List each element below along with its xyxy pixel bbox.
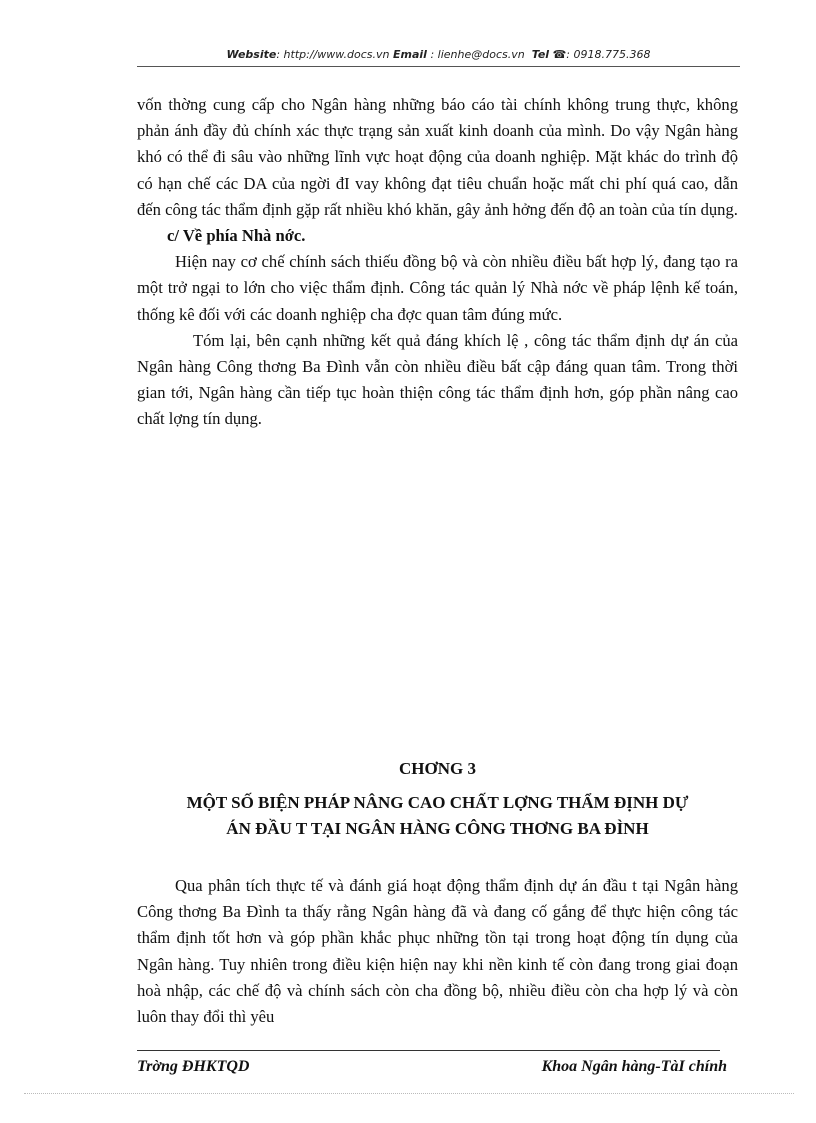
phone-icon: ☎ (552, 48, 567, 61)
chapter-label: CHƠNG 3 (399, 759, 476, 778)
website-url[interactable]: : http://www.docs.vn (276, 48, 390, 61)
email-label: Email (393, 48, 427, 61)
paragraph-4: Qua phân tích thực tế và đánh giá hoạt động thẩm định dự án đầu t tại Ngân hàng Công thơng Ba Đình ta thấy rằng Ngân hàng đã và đang cố gắng để thực hiện công tác thẩm định tốt hơn và góp phần khắc phục những tồn tại trong hoạt động tín dụng của Ngân hàng. Tuy nhiên trong điều kiện hiện nay khi nền kinh tế còn đang trong giai đoạn hoà nhập, các chế độ và chính sách còn cha đồng bộ, nhiều điều còn cha hợp lý và còn luôn thay đổi thì yêu (137, 876, 738, 1027)
chapter-title (137, 790, 738, 842)
chapter-title-line-1: MỘT SỐ BIỆN PHÁP NÂNG CAO CHẤT LỢNG THẨM ĐỊNH DỰ (186, 793, 689, 812)
subheading: c/ Về phía Nhà nớc. (167, 226, 306, 246)
footer-faculty: Khoa Ngân hàng-TàI chính (541, 1058, 727, 1075)
body-section-1 (137, 92, 738, 433)
page-header (137, 48, 740, 61)
chapter-title-line-2: ÁN ĐẦU T TẠI NGÂN HÀNG CÔNG THƠNG BA ĐÌNH (226, 819, 649, 838)
tel-value: : 0918.775.368 (566, 48, 651, 61)
paragraph-2: Hiện nay cơ chế chính sách thiếu đồng bộ và còn nhiều điều bất hợp lý, đang tạo ra một trở ngại to lớn cho việc thẩm định. Công tác quản lý Nhà nớc về pháp lệnh kế toán, thống kê đối với các doanh nghiệp cha đợc quan tâm đúng mức. (137, 252, 738, 324)
body-section-2 (137, 873, 738, 1030)
header-divider (137, 66, 740, 67)
paragraph-1: vốn thờng cung cấp cho Ngân hàng những báo cáo tài chính không trung thực, không phản ánh đầy đủ chính xác thực trạng sản xuất kinh doanh của mình. Do vậy Ngân hàng khó có thể đi sâu vào những lĩnh vực hoạt động của doanh nghiệp. Mặt khác do trình độ có hạn chế các DA của ngời đI vay không đạt tiêu chuẩn hoặc mất chi phí quá cao, dẫn đến công tác thẩm định gặp rất nhiều khó khăn, gây ảnh hởng đến độ an toàn của tín dụng. (137, 95, 738, 219)
email-value[interactable]: : lienhe@docs.vn (426, 48, 525, 61)
footer-divider (137, 1050, 720, 1051)
footer-school: Trờng ĐHKTQD (137, 1058, 250, 1075)
tel-label: Tel (531, 48, 550, 61)
website-label: Website (226, 48, 277, 61)
page-edge (24, 1093, 794, 1094)
paragraph-3: Tóm lại, bên cạnh những kết quả đáng khích lệ , công tác thẩm định dự án của Ngân hàng Công thơng Ba Đình vẫn còn nhiều điều bất cập đáng quan tâm. Trong thời gian tới, Ngân hàng cần tiếp tục hoàn thiện công tác thẩm định hơn, góp phần nâng cao chất lợng tín dụng. (137, 330, 738, 429)
